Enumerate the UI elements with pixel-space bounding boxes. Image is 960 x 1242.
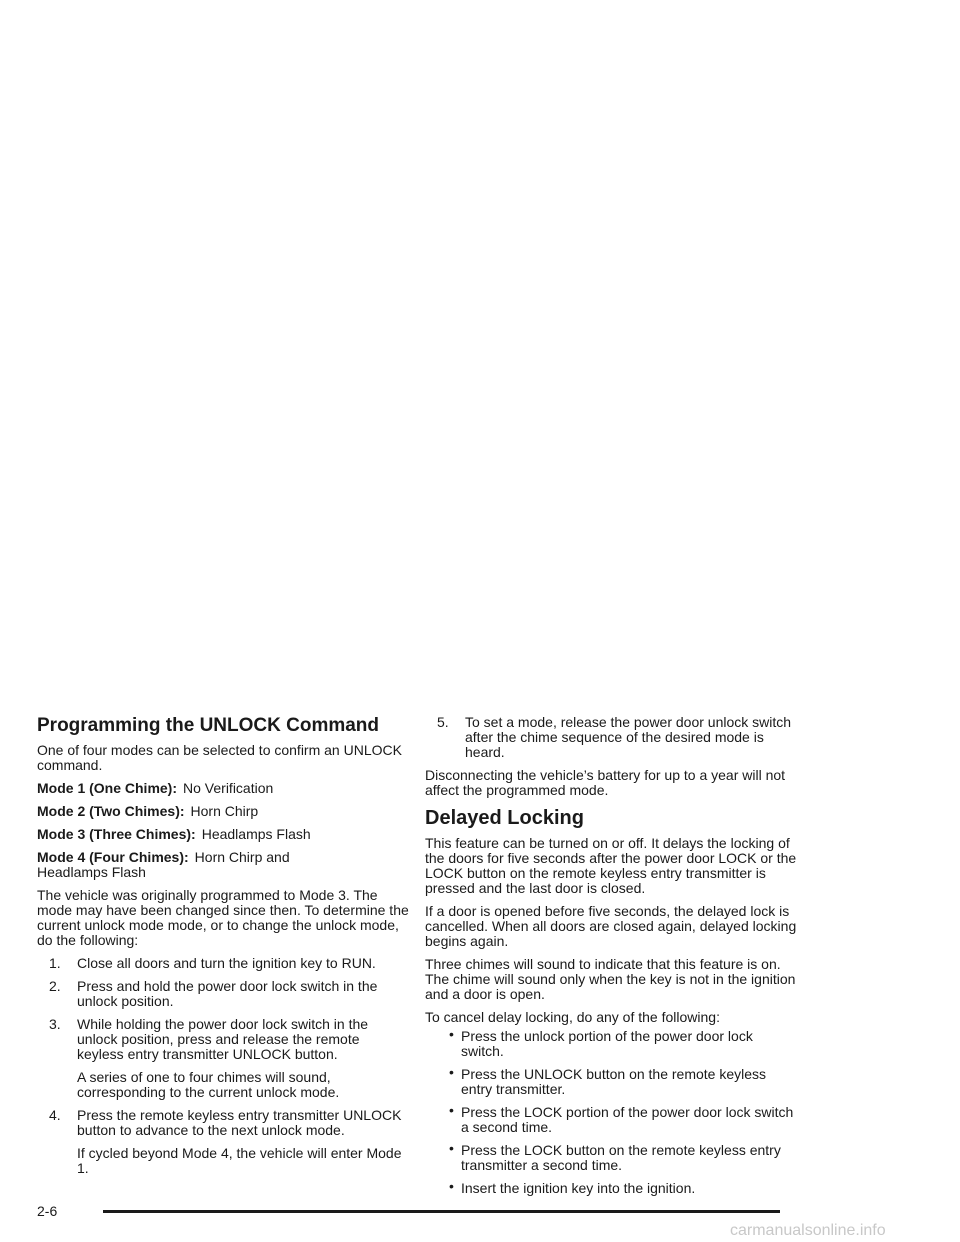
- procedure-intro: The vehicle was originally programmed to Mode 3. The mode may have been changed since then. To determine the current unlock mode mode, or to change the unlock mode, do the following:: [37, 887, 409, 948]
- step-number: 2.: [49, 978, 61, 994]
- mode-2: [37, 804, 409, 819]
- mode-label: Mode 2 (Two Chimes):: [37, 803, 185, 819]
- mode-1: [37, 781, 409, 796]
- mode-value: Headlamps Flash: [201, 826, 311, 842]
- mode-value: Horn Chirp: [190, 803, 259, 819]
- step-item: [37, 979, 409, 1009]
- mode-3: [37, 827, 409, 842]
- step-text: Close all doors and turn the ignition key to RUN.: [77, 955, 376, 971]
- delayed-locking-paragraph-2: If a door is opened before five seconds, the delayed lock is cancelled. When all doors are closed again, delayed locking begins again.: [425, 903, 797, 949]
- bullet-icon: •: [449, 1102, 454, 1118]
- bullet-icon: •: [449, 1026, 454, 1042]
- step-number: 1.: [49, 955, 61, 971]
- battery-note: Disconnecting the vehicle’s battery for up to a year will not affect the programmed mode.: [425, 767, 786, 798]
- right-column: [425, 715, 797, 1204]
- watermark: carmanualsonline.info: [730, 1222, 886, 1239]
- steps-list-continued: [425, 715, 797, 760]
- list-item: [449, 1102, 797, 1135]
- list-item-text: Insert the ignition key into the ignition.: [461, 1180, 696, 1196]
- bullet-icon: •: [449, 1140, 454, 1156]
- step-text: Press and hold the power door lock switch in the unlock position.: [77, 978, 378, 1009]
- bullet-icon: •: [449, 1178, 454, 1194]
- mode-value: No Verification: [183, 780, 274, 796]
- left-column: [37, 715, 409, 1184]
- mode-label: Mode 4 (Four Chimes):: [37, 849, 189, 865]
- steps-list: [37, 956, 409, 1176]
- list-item-text: Press the UNLOCK button on the remote keyless entry transmitter.: [461, 1066, 767, 1097]
- section-heading-delayed-locking: Delayed Locking: [425, 807, 584, 829]
- list-item: [449, 1140, 797, 1173]
- step-number: 5.: [437, 714, 449, 730]
- step-text: Press the remote keyless entry transmitter UNLOCK button to advance to the next unlock mode.: [77, 1107, 402, 1138]
- step-item: [37, 956, 409, 971]
- list-item-text: Press the unlock portion of the power door lock switch.: [461, 1028, 753, 1059]
- section-heading-programming: Programming the UNLOCK Command: [37, 715, 380, 736]
- mode-label: Mode 3 (Three Chimes):: [37, 826, 196, 842]
- cancel-options-list: [425, 1026, 797, 1196]
- list-item: [449, 1026, 797, 1059]
- step-number: 4.: [49, 1107, 61, 1123]
- list-item: [449, 1178, 797, 1196]
- list-item: [449, 1064, 797, 1097]
- mode-4: [37, 850, 307, 880]
- mode-label: Mode 1 (One Chime):: [37, 780, 178, 796]
- list-item-text: Press the LOCK portion of the power door lock switch a second time.: [461, 1104, 794, 1135]
- bullet-icon: •: [449, 1064, 454, 1080]
- list-item-text: Press the LOCK button on the remote keyless entry transmitter a second time.: [461, 1142, 781, 1173]
- cancel-intro: To cancel delay locking, do any of the following:: [425, 1009, 720, 1025]
- step-note: If cycled beyond Mode 4, the vehicle will enter Mode 1.: [77, 1145, 402, 1176]
- mode-value: Horn Chirp and Headlamps Flash: [37, 849, 290, 880]
- step-item: [37, 1017, 409, 1100]
- step-number: 3.: [49, 1016, 61, 1032]
- step-text: To set a mode, release the power door unlock switch after the chime sequence of the desired mode is heard.: [465, 714, 792, 760]
- page-number: 2-6: [37, 1203, 58, 1219]
- step-note: A series of one to four chimes will sound, corresponding to the current unlock mode.: [77, 1069, 340, 1100]
- step-item: [37, 1108, 409, 1176]
- step-item: [425, 715, 797, 760]
- intro-paragraph: One of four modes can be selected to confirm an UNLOCK command.: [37, 742, 402, 773]
- delayed-locking-paragraph-3: Three chimes will sound to indicate that this feature is on. The chime will sound only when the key is not in the ignition and a door is open.: [425, 956, 796, 1002]
- delayed-locking-paragraph-1: This feature can be turned on or off. It delays the locking of the doors for five seconds after the power door LOCK or the LOCK button on the remote keyless entry transmitter is pressed and the last door is closed.: [425, 835, 797, 896]
- footer-rule: [103, 1210, 780, 1213]
- step-text: While holding the power door lock switch in the unlock position, press and release the remote keyless entry transmitter UNLOCK button.: [77, 1016, 369, 1062]
